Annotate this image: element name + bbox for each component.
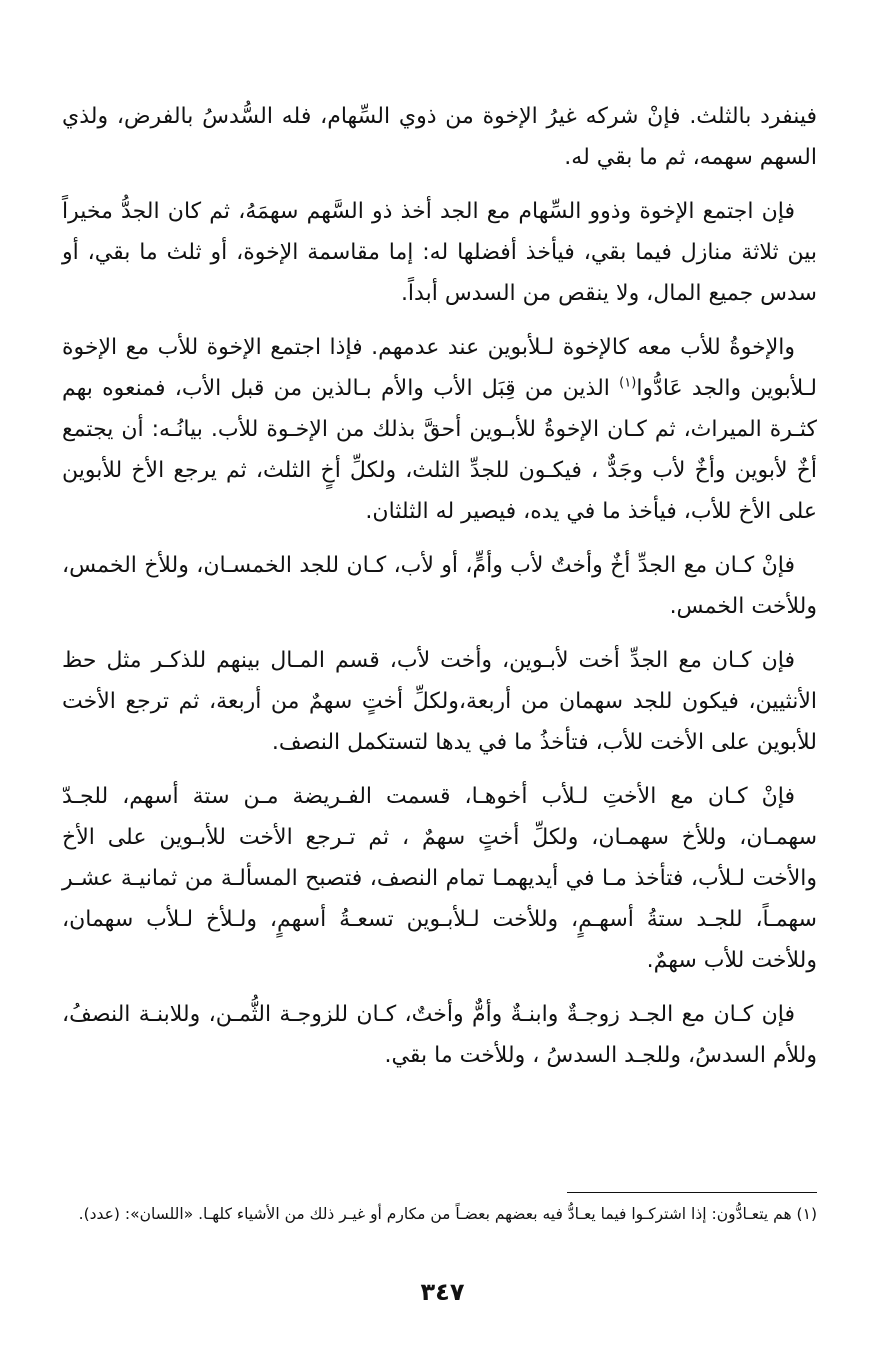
paragraph-3-start: والإخوةُ للأب معه كالإخوة لـلأبوين عند عدمهم. فإذا اجتمع الإخوة للأب مع الإخوة لـلأبوين والجد عَادُّوا: [62, 335, 818, 401]
page-body: [62, 96, 817, 1089]
paragraph-7: فإن كـان مع الجـد زوجـةٌ وابنـةٌ وأمٌّ وأختٌ، كـان للزوجـة الثُّمـن، وللابنـة النصفُ، وللأم السدسُ، وللجـد السدسُ ، وللأخت ما بقي.: [62, 1002, 817, 1068]
page-number: ٣٤٧: [420, 1278, 465, 1306]
footnote-divider: [567, 1192, 817, 1193]
paragraph-5: فإن كـان مع الجدِّ أخت لأبـوين، وأخت لأب، قسم المـال بينهم للذكـر مثل حظ الأنثيين، فيكون للجد سهمان من أربعة،ولكلِّ أختٍ سهمٌ من أربعة، ثم ترجع الأخت للأبوين على الأخت للأب، فتأخذُ ما في يدها لتستكمل النصف.: [62, 648, 817, 755]
paragraph-3: [62, 327, 817, 532]
paragraph-4: فإنْ كـان مع الجدِّ أخٌ وأختٌ لأب وأمٍّ، أو لأب، كـان للجد الخمسـان، وللأخ الخمس، وللأخت الخمس.: [62, 553, 817, 619]
paragraph-1: فينفرد بالثلث. فإنْ شركه غيرُ الإخوة من ذوي السِّهام، فله السُّدسُ بالفرض، ولذي السهم سهمه، ثم ما بقي له.: [62, 104, 817, 170]
paragraph-2: فإن اجتمع الإخوة وذوو السِّهام مع الجد أخذ ذو السَّهم سهمَهُ، ثم كان الجدُّ مخيراً بين ثلاثة منازل فيما بقي، فيأخذ أفضلها له: إما مقاسمة الإخوة، أو ثلث ما بقي، أو سدس جميع المال، ولا ينقص من السدس أبداً.: [62, 199, 817, 306]
footnote: (١) هم يتعـادُّون: إذا اشتركـوا فيما يعـادُّ فيه بعضهم بعضـاً من مكارم أو غيـر ذلك من الأشياء كلهـا. «اللسان»: (عدد).: [78, 1205, 817, 1223]
paragraph-6: فإنْ كـان مع الأختِ لـلأب أخوهـا، قسمت الفـريضة مـن ستة أسهم، للجـدّ سهمـان، وللأخ سهمـان، ولكلِّ أختٍ سهمٌ ، ثم تـرجع الأخت للأبـوين على الأخ والأخت لـلأب، فتأخذ مـا في أيديهمـا تمام النصف، فتصبح المسألـة من ثمانيـة عشـر سهمـاً، للجـد ستةُ أسهـمٍ، وللأخت لـلأبـوين تسعـةُ أسهمٍ، ولـلأخ لـلأب سهمان، وللأخت للأب سهمٌ.: [62, 784, 817, 973]
paragraph-3-rest: الذين من قِبَل الأب والأم بـالذين من قبل الأب، فمنعوه بهم كثـرة الميراث، ثم كـان الإخوةُ للأبـوين أحقَّ بذلك من الإخـوة للأب. بيانُـه: أن يجتمع أخٌ لأبوين وأخٌ لأب وجَدٌّ ، فيكـون للجدِّ الثلث، ولكلِّ أخٍ الثلث، ثم يرجع الأخ للأبوين على الأخ للأب، فيأخذ ما في يده، فيصير له الثلثان.: [62, 376, 817, 524]
footnote-reference[interactable]: (١): [619, 375, 637, 391]
